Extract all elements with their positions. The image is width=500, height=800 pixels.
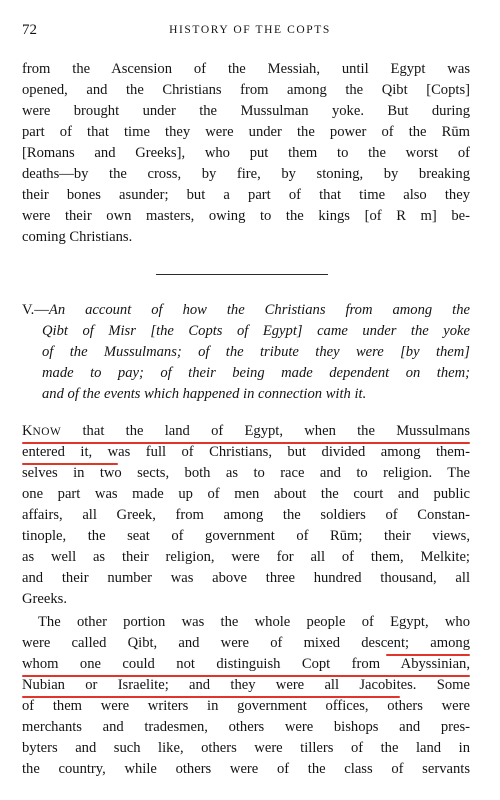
text-line: selves in two sects, both as to race and to religion. The <box>22 466 470 481</box>
section-label: V.— <box>22 303 49 318</box>
text-line <box>22 424 470 439</box>
section-divider <box>156 274 328 275</box>
section-heading-line <box>22 303 470 318</box>
text-line-tail: that the land of Egypt, when the Mussulmans <box>61 424 470 439</box>
red-underline-mark <box>22 675 470 677</box>
red-underline-mark <box>22 442 470 444</box>
text-line: one part was made up of men about the court and public <box>22 487 470 502</box>
smallcaps-word: NOW <box>32 426 62 438</box>
text-line: opened, and the Christians from among the Qibt [Copts] <box>22 83 470 98</box>
text-line: as well as their religion, were for all of them, Melkite; <box>22 550 470 565</box>
text-line: [Romans and Greeks], who put them to the worst of <box>22 146 470 161</box>
text-line: of them were writers in government offices, others were <box>22 699 470 714</box>
text-line: byters and such like, others were tillers of the land in <box>22 741 470 756</box>
text-line: The other portion was the whole people of Egypt, who <box>38 615 470 630</box>
text-line: part of that time they were under the power of the Rūm <box>22 125 470 140</box>
section-heading-line: and of the events which happened in connection with it. <box>42 387 367 402</box>
text-line: their bones asunder; but a part of that time also they <box>22 188 470 203</box>
section-heading-line: of the Mussulmans; of the tribute they were [by them] <box>42 345 470 360</box>
text-line: were brought under the Mussulman yoke. But during <box>22 104 470 119</box>
text-line: merchants and tradesmen, others were bishops and pres- <box>22 720 470 735</box>
red-underline-mark <box>22 696 400 698</box>
text-line: Greeks. <box>22 592 67 607</box>
drop-initial: K <box>22 424 33 439</box>
section-heading-line: Qibt of Misr [the Copts of Egypt] came under the yoke <box>42 324 470 339</box>
text-line: whom one could not distinguish Copt from Abyssinian, <box>22 657 470 672</box>
text-line: affairs, all Greek, from among the soldiers of Constan- <box>22 508 470 523</box>
text-line: the country, while others were of the class of servants <box>22 762 470 777</box>
text-line: tinople, the seat of government of Rūm; their views, <box>22 529 470 544</box>
text-line: were their own masters, owing to the kings [of R m] be- <box>22 209 470 224</box>
red-underline-mark <box>386 654 470 656</box>
text-line: and their number was above three hundred thousand, all <box>22 571 470 586</box>
text-line: coming Christians. <box>22 230 133 245</box>
running-head: HISTORY OF THE COPTS <box>169 24 331 36</box>
text-line: deaths—by the cross, by fire, by stoning, by breaking <box>22 167 470 182</box>
text-line: were called Qibt, and were of mixed descent; among <box>22 636 470 651</box>
text-line: from the Ascension of the Messiah, until Egypt was <box>22 62 470 77</box>
page-header <box>22 22 478 42</box>
red-underline-mark <box>22 463 118 465</box>
page-number: 72 <box>22 22 37 38</box>
section-heading-line: made to pay; of their being made dependent on them; <box>42 366 470 381</box>
section-heading-text: An account of how the Christians from among the <box>48 303 470 318</box>
text-line: entered it, was full of Christians, but divided among them- <box>22 445 470 460</box>
text-line: Nubian or Israelite; and they were all Jacobites. Some <box>22 678 470 693</box>
